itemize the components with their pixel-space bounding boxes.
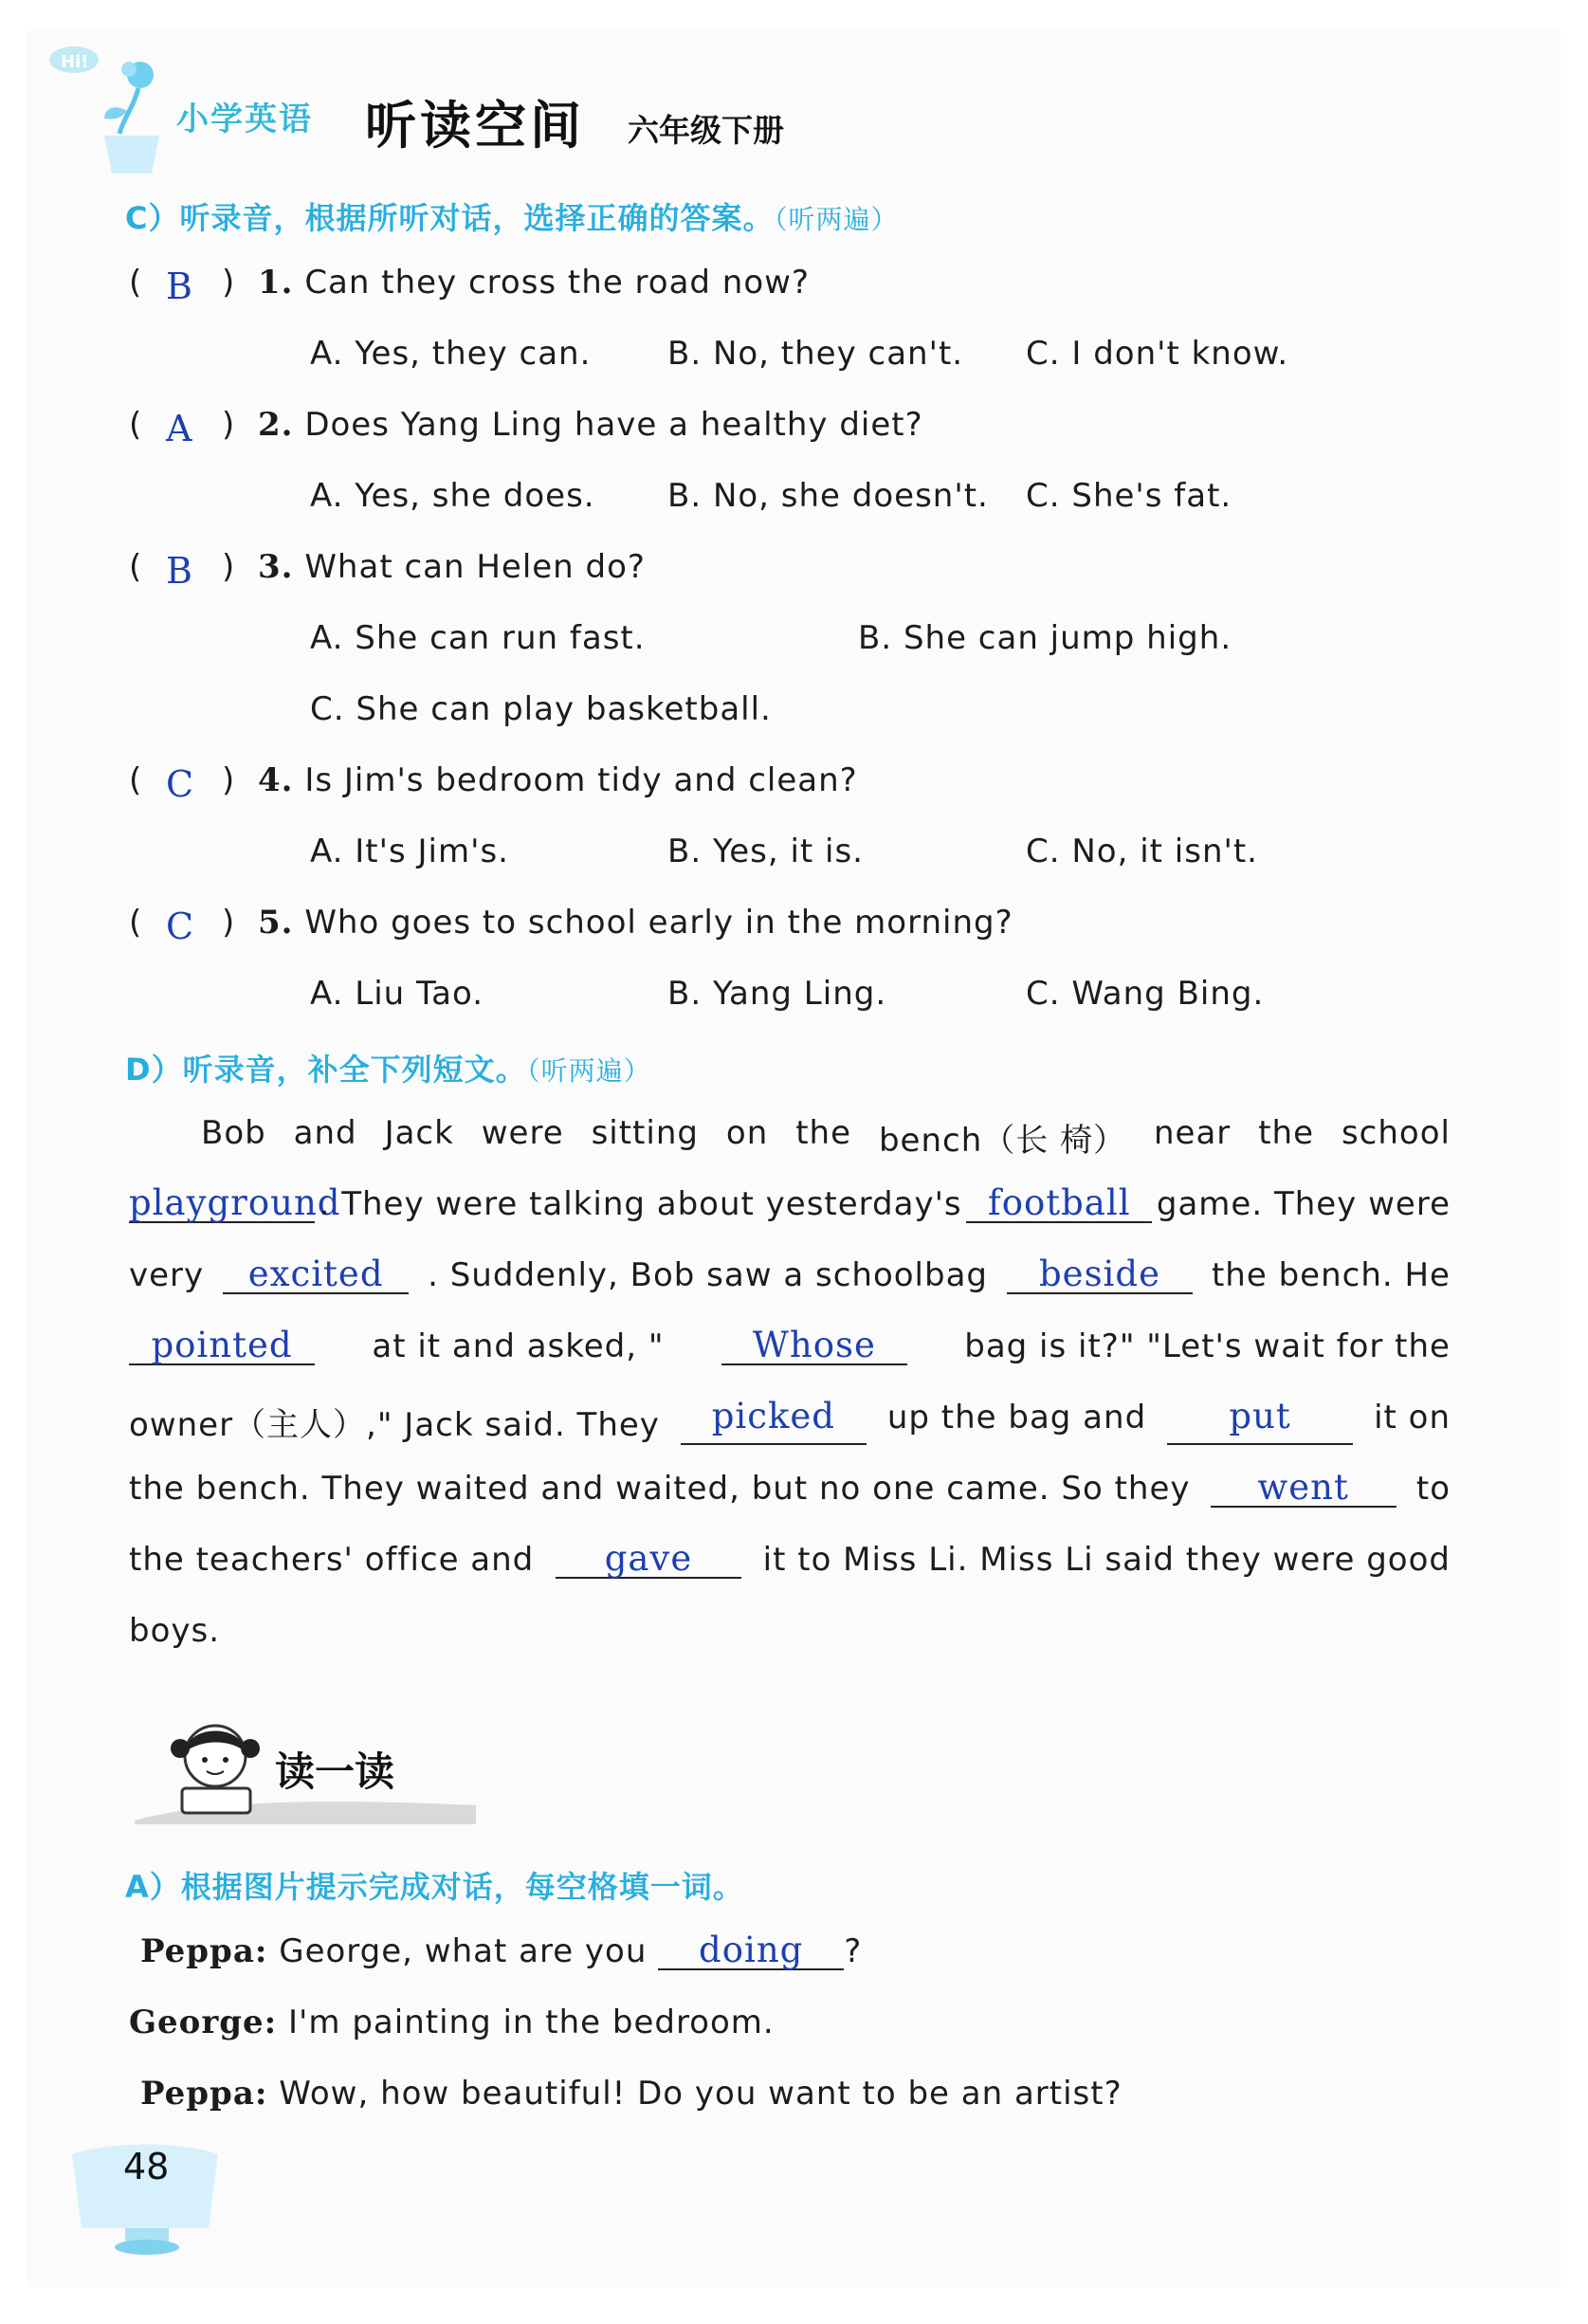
dialog-speaker: Peppa:	[140, 2075, 268, 2113]
answer-q5: C	[166, 906, 194, 947]
blank-10: gave	[556, 1541, 741, 1579]
section-d-note: （听两遍）	[526, 1055, 651, 1087]
question-text: What can Helen do?	[304, 548, 646, 586]
answer-q4: C	[166, 763, 194, 805]
page-number: 48	[123, 2146, 170, 2187]
dialog-text: Wow, how beautiful! Do you want to be an artist?	[279, 2075, 1123, 2113]
blank-7: picked	[681, 1399, 867, 1445]
answer-q1: B	[166, 265, 192, 307]
passage-text: up the bag and	[886, 1399, 1147, 1436]
header-subject: 小学英语	[176, 101, 313, 138]
passage-word: near	[1154, 1114, 1232, 1152]
passage-line-2	[129, 1182, 1451, 1223]
answer-paren-close: )	[222, 264, 235, 302]
section-c-title-text: C）听录音，根据所听对话，选择正确的答案。	[125, 200, 775, 236]
header-series-title: 听读空间	[365, 96, 585, 156]
blank-9: went	[1211, 1470, 1396, 1508]
passage-text: very	[129, 1256, 205, 1294]
question-text: Is Jim's bedroom tidy and clean?	[304, 761, 858, 799]
passage-word: were	[481, 1114, 564, 1152]
passage-word: sitting	[591, 1114, 699, 1152]
read-section-subtitle: A）根据图片提示完成对话，每空格填一词。	[125, 1869, 744, 1905]
option-5b: B. Yang Ling.	[667, 975, 887, 1013]
dialog-blank: doing	[658, 1932, 844, 1970]
answer-q3: B	[166, 550, 192, 592]
option-5a: A. Liu Tao.	[310, 975, 484, 1013]
blank-5: pointed	[129, 1327, 315, 1365]
passage-line-8: boys.	[129, 1612, 221, 1650]
answer-paren-close: )	[222, 406, 235, 444]
dialog-line-1	[140, 1932, 862, 1970]
option-3a: A. She can run fast.	[310, 619, 646, 657]
dialog-speaker: George:	[129, 2004, 278, 2041]
option-2a: A. Yes, she does.	[310, 477, 595, 515]
option-2c: C. She's fat.	[1026, 477, 1232, 515]
question-3	[258, 548, 646, 586]
option-2b: B. No, she doesn't.	[667, 477, 989, 515]
section-d-title	[125, 1046, 651, 1089]
read-section-title: 读一读	[275, 1748, 395, 1795]
answer-paren-close: )	[222, 904, 235, 942]
dialog-text: ?	[844, 1932, 863, 1970]
flower-pot-icon	[47, 43, 180, 175]
passage-text: bag is it?" "Let's wait for the	[964, 1327, 1451, 1365]
dialog-speaker: Peppa:	[140, 1932, 268, 1970]
question-number: 5.	[258, 904, 294, 942]
dialog-line-2	[129, 2004, 775, 2041]
passage-text: it to Miss Li. Miss Li said they were good	[762, 1541, 1451, 1579]
header-grade: 六年级下册	[628, 112, 784, 149]
blank-8: put	[1167, 1399, 1353, 1445]
blank-6: Whose	[721, 1327, 907, 1365]
dialog-text: George, what are you	[279, 1932, 648, 1970]
passage-text: . Suddenly, Bob saw a schoolbag	[428, 1256, 988, 1294]
passage-text: game. They were	[1156, 1185, 1451, 1223]
passage-text: owner（主人）," Jack said. They	[129, 1406, 660, 1444]
passage-line-4	[129, 1327, 1451, 1365]
passage-word: the	[795, 1114, 852, 1152]
question-number: 1.	[258, 264, 294, 302]
passage-word: Jack	[384, 1114, 454, 1152]
blank-4: beside	[1007, 1256, 1193, 1294]
answer-paren-close: )	[222, 761, 235, 799]
question-text: Who goes to school early in the morning?	[304, 904, 1013, 942]
section-c-note: （听两遍）	[774, 204, 899, 235]
option-1a: A. Yes, they can.	[310, 335, 592, 373]
passage-line-7	[129, 1538, 1451, 1579]
dialog-text: I'm painting in the bedroom.	[288, 2004, 775, 2041]
answer-q2: A	[166, 408, 192, 449]
question-4	[258, 761, 858, 799]
question-text: Can they cross the road now?	[304, 264, 810, 302]
section-c-title	[125, 194, 899, 238]
question-2	[258, 406, 923, 444]
passage-text: the bench. He	[1211, 1256, 1451, 1294]
option-1c: C. I don't know.	[1026, 335, 1289, 373]
question-number: 4.	[258, 761, 294, 799]
passage-text: to	[1415, 1470, 1451, 1508]
answer-paren-open: (	[129, 264, 142, 302]
passage-text: the teachers' office and	[129, 1541, 535, 1579]
passage-word: bench（长 椅）	[878, 1122, 1127, 1160]
dialog-line-3	[140, 2075, 1123, 2113]
passage-text: . They were talking about yesterday's	[319, 1185, 962, 1223]
blank-2: football	[966, 1185, 1152, 1223]
answer-paren-open: (	[129, 761, 142, 799]
blank-3: excited	[223, 1256, 409, 1294]
question-number: 3.	[258, 548, 294, 586]
passage-word: the	[1258, 1114, 1315, 1152]
question-number: 2.	[258, 406, 294, 444]
answer-paren-close: )	[222, 548, 235, 586]
svg-text:Hi!: Hi!	[61, 52, 89, 72]
passage-line-1	[201, 1114, 1451, 1161]
option-3b: B. She can jump high.	[858, 619, 1232, 657]
option-3c: C. She can play basketball.	[310, 690, 772, 728]
answer-paren-open: (	[129, 904, 142, 942]
question-5	[258, 904, 1013, 942]
answer-paren-open: (	[129, 406, 142, 444]
option-4a: A. It's Jim's.	[310, 833, 509, 870]
passage-word: Bob	[201, 1114, 266, 1152]
option-4c: C. No, it isn't.	[1026, 833, 1258, 870]
passage-word: and	[293, 1114, 357, 1152]
option-5c: C. Wang Bing.	[1026, 975, 1265, 1013]
passage-line-5	[129, 1396, 1451, 1445]
section-d-title-text: D）听录音，补全下列短文。	[125, 1052, 527, 1088]
passage-text: the bench. They waited and waited, but no one came. So they	[129, 1470, 1191, 1508]
question-1	[258, 264, 810, 302]
passage-text: at it and asked, "	[372, 1327, 665, 1365]
option-1b: B. No, they can't.	[667, 335, 964, 373]
answer-paren-open: (	[129, 548, 142, 586]
passage-line-3	[129, 1253, 1451, 1294]
option-4b: B. Yes, it is.	[667, 833, 864, 870]
blank-1: playground	[129, 1182, 341, 1223]
passage-text: it on	[1374, 1399, 1451, 1436]
passage-word: school	[1341, 1114, 1451, 1152]
passage-word: on	[725, 1114, 769, 1152]
question-text: Does Yang Ling have a healthy diet?	[304, 406, 923, 444]
passage-line-6	[129, 1467, 1451, 1508]
